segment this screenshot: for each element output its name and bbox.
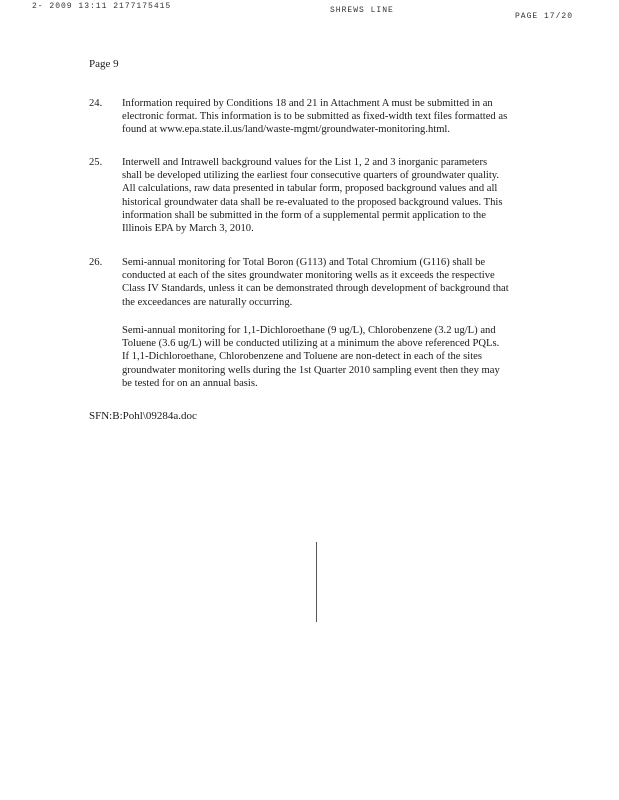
item-line: found at www.epa.state.il.us/land/waste-mgmt/groundwater-monitoring.html. bbox=[122, 124, 451, 136]
sub-paragraph-line: be tested for on an annual basis. bbox=[122, 377, 258, 389]
item-line: All calculations, raw data presented in tabular form, proposed background values and all bbox=[122, 183, 498, 195]
item-number: 26. bbox=[89, 257, 103, 268]
condition-item-25 bbox=[89, 156, 549, 235]
page-label: Page 9 bbox=[89, 58, 119, 70]
fax-header-page: PAGE 17/20 bbox=[515, 12, 574, 21]
condition-item-24 bbox=[89, 97, 549, 137]
item-line: historical groundwater data shall be re-evaluated to the proposed background values. This bbox=[122, 196, 503, 208]
item-text bbox=[122, 256, 549, 309]
item-line: Illinois EPA by March 3, 2010. bbox=[122, 223, 254, 235]
fax-header-left: 2- 2009 13:11 2177175415 bbox=[32, 2, 172, 11]
scan-artifact-line bbox=[316, 542, 317, 622]
item-line: information shall be submitted in the form of a supplemental permit application to the bbox=[122, 209, 486, 221]
item-line: conducted at each of the sites groundwater monitoring wells as it exceeds the respective bbox=[122, 270, 495, 282]
sub-paragraph-line: Semi-annual monitoring for 1,1-Dichloroethane (9 ug/L), Chlorobenzene (3.2 ug/L) and bbox=[122, 325, 496, 336]
item-line: the exceedances are naturally occurring. bbox=[122, 296, 293, 308]
item-text bbox=[122, 97, 549, 137]
item-text bbox=[122, 156, 549, 235]
sub-paragraph-line: If 1,1-Dichloroethane, Chlorobenzene and Toluene are non-detect in each of the sites bbox=[122, 351, 482, 363]
sub-paragraph-line: Toluene (3.6 ug/L) will be conducted utilizing at a minimum the above referenced PQLs. bbox=[122, 338, 500, 350]
item-line: Interwell and Intrawell background values for the List 1, 2 and 3 inorganic parameters bbox=[122, 157, 488, 168]
item-number: 25. bbox=[89, 157, 103, 168]
file-reference: SFN:B:Pohl\09284a.doc bbox=[89, 410, 197, 422]
fax-header bbox=[0, 2, 619, 22]
item-line: Information required by Conditions 18 and 21 in Attachment A must be submitted in an bbox=[122, 98, 493, 109]
item-line: electronic format. This information is to be submitted as fixed-width text files formatted as bbox=[122, 111, 508, 123]
condition-item-26 bbox=[89, 256, 549, 309]
item-line: shall be developed utilizing the earliest four consecutive quarters of groundwater quality. bbox=[122, 170, 500, 182]
condition-26-sub-paragraph bbox=[122, 324, 550, 390]
sub-paragraph-line: groundwater monitoring wells during the 1st Quarter 2010 sampling event then they may bbox=[122, 364, 500, 376]
item-number: 24. bbox=[89, 98, 103, 109]
item-line: Class IV Standards, unless it can be demonstrated through development of background that bbox=[122, 283, 509, 295]
item-line: Semi-annual monitoring for Total Boron (G113) and Total Chromium (G116) shall be bbox=[122, 257, 486, 268]
fax-header-center: SHREWS LINE bbox=[330, 6, 394, 15]
